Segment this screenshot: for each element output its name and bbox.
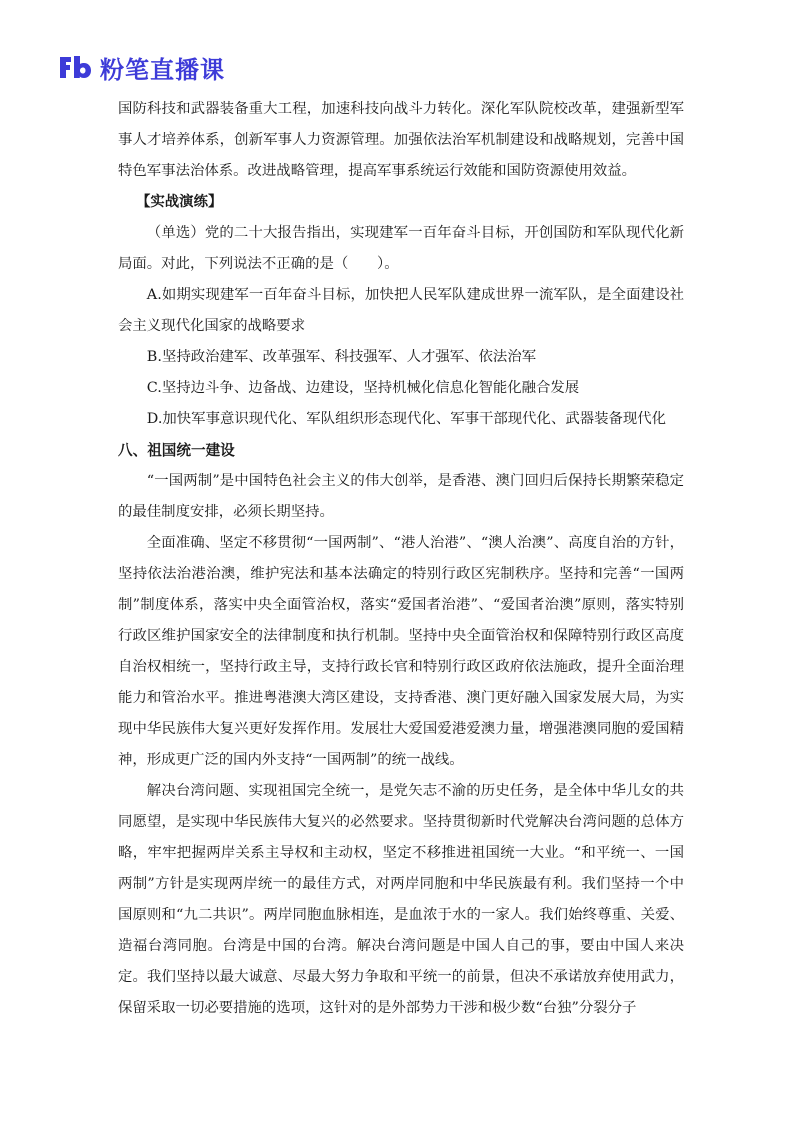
paragraph-one-country-two-systems: “一国两制”是中国特色社会主义的伟大创举，是香港、澳门回归后保持长期繁荣稳定的最佳制度安排，必须长期坚持。	[118, 473, 684, 520]
paragraph-hk-macao: 全面准确、坚定不移贯彻“一国两制”、“港人治港”、“澳人治澳”、高度自治的方针，坚持依法治港治澳，维护宪法和基本法确定的特别行政区宪制秩序。坚持和完善“一国两制”制度体系，落实中央全面管治权，落实“爱国者治港”、“爱国者治澳”原则，落实特别行政区维护国家安全的法律制度和执行机制。坚持中央全面管治权和保障特别行政区高度自治权相统一，坚持行政主导，支持行政长官和特别行政区政府依法施政，提升全面治理能力和管治水平。推进粤港澳大湾区建设，支持香港、澳门更好融入国家发展大局，为实现中华民族伟大复兴更好发挥作用。发展壮大爱国爱港爱澳力量，增强港澳同胞的爱国精神，形成更广泛的国内外支持“一国两制”的统一战线。	[118, 535, 684, 768]
option-d: D.加快军事意识现代化、军队组织形态现代化、军事干部现代化、武器装备现代化	[146, 411, 667, 427]
question-stem: （单选）党的二十大报告指出，实现建军一百年奋斗目标，开创国防和军队现代化新局面。对此，下列说法不正确的是（ ）。	[118, 225, 684, 272]
page-header	[58, 50, 225, 84]
brand-name: 粉笔直播课	[100, 55, 225, 84]
option-b: B.坚持政治建军、改革强军、科技强军、人才强军、依法治军	[146, 349, 537, 365]
paragraph-taiwan: 解决台湾问题、实现祖国完全统一，是党矢志不渝的历史任务，是全体中华儿女的共同愿望，是实现中华民族伟大复兴的必然要求。坚持贯彻新时代党解决台湾问题的总体方略，牢牢把握两岸关系主导权和主动权，坚定不移推进祖国统一大业。“和平统一、一国两制”方针是实现两岸统一的最佳方式，对两岸同胞和中华民族最有利。我们坚持一个中国原则和“九二共识”。两岸同胞血脉相连，是血浓于水的一家人。我们始终尊重、关爱、造福台湾同胞。台湾是中国的台湾。解决台湾问题是中国人自己的事，要由中国人来决定。我们坚持以最大诚意、尽最大努力争取和平统一的前景，但决不承诺放弃使用武力，保留采取一切必要措施的选项，这针对的是外部势力干涉和极少数“台独”分裂分子	[118, 783, 684, 1016]
option-c: C.坚持边斗争、边备战、边建设，坚持机械化信息化智能化融合发展	[146, 380, 580, 396]
document-body	[118, 94, 684, 1024]
intro-paragraph: 国防科技和武器装备重大工程，加速科技向战斗力转化。深化军队院校改革，建强新型军事人才培养体系，创新军事人力资源管理。加强依法治军机制建设和战略规划，完善中国特色军事法治体系。改进战略管理，提高军事系统运行效能和国防资源使用效益。	[118, 101, 684, 179]
section-heading: 八、祖国统一建设	[118, 442, 235, 459]
fb-logo-icon	[58, 54, 92, 80]
practice-label: 【实战演练】	[136, 194, 223, 210]
option-a: A.如期实现建军一百年奋斗目标，加快把人民军队建成世界一流军队，是全面建设社会主义现代化国家的战略要求	[118, 287, 684, 334]
